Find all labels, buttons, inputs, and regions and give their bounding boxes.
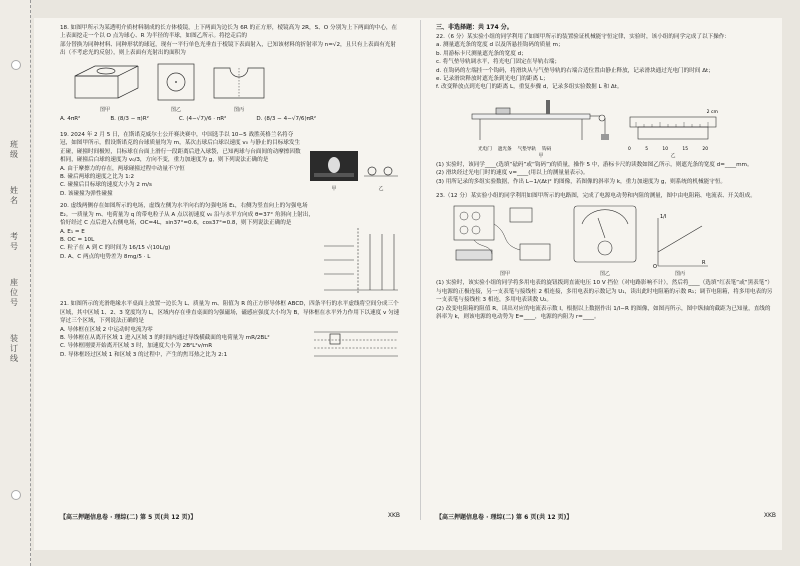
q22-figures bbox=[466, 96, 776, 159]
vernier-caliper bbox=[628, 115, 718, 143]
q18-stem-2: 部分替换为同种材料、同种形状的球冠，现有一平行单色光垂直于棱镜下表面射入，已知该材料的折射率为 n=√2，且只有上表面有光射出（不考虑光的反射），则上表面有光射出的面积为 bbox=[60, 41, 396, 57]
q23-stem: 23.（12 分）某实验小组的同学利用如图甲所示的电路图，完成了电源电动势和内阻的测量，图中由电阻箱、电流表、开关组成。 bbox=[436, 193, 756, 200]
binding-label: 班级 bbox=[9, 140, 19, 160]
option: D. A、C 两点的电势差为 8mg/5 · L bbox=[60, 253, 151, 260]
q21-stem: 21. 如图所示的光滑绝缘水平桌面上放置一边长为 L、质量为 m、阻值为 R 的正方形导体框 ABCD，四条平行的水平虚线将空间分成三个区域，其中区域 1、2、3 宽度均为 L，区域内存在垂直桌面的匀强磁场，磁感应强度大小均为 B，导体框在水平外力作用下以速度 v 匀速穿过三个区域，下列说法正确的是 bbox=[60, 301, 400, 325]
option: B. 导体框在从离开区域 1 进入区域 3 的时间内通过导线横截面的电荷量为 mR/2BL² bbox=[60, 334, 270, 341]
binding-label: 考号 bbox=[9, 232, 19, 252]
q22-step: a. 测量遮光条的宽度 d 以及所悬挂钩码的质量 m； bbox=[436, 42, 564, 49]
option: D. 导体框经过区域 1 和区域 3 的过程中，产生的焦耳热之比为 2:1 bbox=[60, 351, 228, 358]
q18-fig-caption-a: 图甲 bbox=[99, 106, 110, 113]
graph-x-label: R bbox=[702, 260, 706, 267]
q22-fig-caption-a: 甲 bbox=[538, 152, 544, 159]
cross-section-diagram bbox=[212, 62, 266, 102]
left-footer bbox=[60, 512, 400, 521]
q19-fig-caption-b: 乙 bbox=[378, 186, 384, 193]
air-track-diagram bbox=[466, 96, 616, 142]
option: C. 导体框刚要开始离开区域 3 时，加速度大小为 2B²L²v/mR bbox=[60, 343, 213, 350]
snooker-photo bbox=[310, 151, 358, 181]
option: C. 碰撞后目标球的速度大小为 2 m/s bbox=[60, 182, 152, 189]
option: A. E₁ = E bbox=[60, 228, 85, 235]
graph-origin: O bbox=[653, 264, 657, 271]
option: B. (8/3 − π)R² bbox=[110, 115, 149, 122]
ruler-tick: 10 bbox=[662, 146, 668, 152]
q19-stem: 19. 2024 年 2 月 5 日，在斯诺克威尔士公开赛决赛中，中国选手以 10−5 战胜英格兰名将夺冠，如图甲所示，假设斯诺克的台球质量均为 m，某次击球后白球以速度 v₀ 与静止的目标球发生正碰，碰撞时间极短，目标球在台面上滑行一段距离后进入球袋，已知两球与台面间的动摩擦因数相同，碰撞后白球的速度为 v₀/3，方向不变，重力加速度为 g，则下列说法正确的是 bbox=[60, 132, 301, 164]
ruler-tick: 15 bbox=[682, 146, 688, 152]
q23-question: (2) 改变电阻箱的阻值 R，读出对应的电流表示数 I，根据以上数据作出 1/I−R 的图像，如图丙所示，图中纵轴的截距为已知量，直线的斜率为 k，则该电源的电动势为 E=____，电源的内阻为 r=____。 bbox=[436, 305, 771, 321]
binding-label: 装订线 bbox=[9, 334, 19, 364]
q18-figures bbox=[70, 62, 400, 113]
question-21 bbox=[60, 300, 400, 359]
q22-step: c. 将气垫导轨调水平，将光电门固定在导轨右端； bbox=[436, 59, 561, 66]
option: B. OC = 10L bbox=[60, 236, 95, 243]
page-number-6: 【高三押题信息卷 · 理综(二) 第 6 页(共 12 页)】 bbox=[436, 514, 573, 521]
q22-question: (3) 用所记录的多组实验数据，作出 L−1/(Δt)² 的图像，若图像的斜率为 k，重力加速度为 g，则系统的机械能守恒。 bbox=[436, 178, 727, 185]
collision-diagram bbox=[364, 161, 398, 181]
section-heading: 三、非选择题：共 174 分。 bbox=[436, 24, 513, 31]
q18-figure-c bbox=[212, 62, 266, 113]
ruler-tick: 20 bbox=[702, 146, 708, 152]
magnetic-regions-diagram bbox=[310, 326, 400, 360]
right-column bbox=[436, 22, 776, 322]
question-19 bbox=[60, 131, 400, 198]
binding-hole bbox=[11, 60, 21, 70]
binding-margin bbox=[0, 0, 31, 566]
q22-step: d. 在钩码的左端挂一个钩码，将滑块从与气垫导轨的右端合适位置由静止释放，记录滑块通过光电门的时间 Δt； bbox=[436, 67, 714, 74]
footer-code: XKB bbox=[387, 512, 400, 519]
question-20 bbox=[60, 202, 400, 296]
circuit-photo bbox=[450, 204, 560, 266]
question-23 bbox=[436, 192, 776, 321]
option: A. 由于摩擦力的存在，两球碰撞过程中动量不守恒 bbox=[60, 165, 185, 172]
q22-question: (2) 滑块经过光电门时的速度 v=____(用以上的测量量表示)。 bbox=[436, 170, 589, 177]
q22-step: e. 记录滑块释放时遮光条到光电门的距离 L； bbox=[436, 76, 549, 83]
ruler-tick: 5 bbox=[645, 146, 648, 152]
option: A. 4πR² bbox=[60, 115, 81, 122]
q18-options bbox=[60, 115, 400, 123]
column-divider bbox=[420, 20, 421, 520]
binding-label: 姓名 bbox=[9, 186, 19, 206]
prism-diagram bbox=[70, 62, 140, 102]
binding-label: 座位号 bbox=[9, 278, 19, 308]
q23-fig-caption-c: 图丙 bbox=[674, 271, 685, 278]
binding-labels bbox=[5, 140, 23, 364]
option: C. 粒子在 A 到 C 的时间为 16/15 √(10L/g) bbox=[60, 245, 171, 252]
ruler-unit: 2 cm bbox=[706, 109, 718, 115]
q19-fig-caption-a: 甲 bbox=[331, 186, 337, 193]
q18-figure-b bbox=[156, 62, 196, 113]
page-number-5: 【高三押题信息卷 · 理综(二) 第 5 页(共 12 页)】 bbox=[60, 514, 197, 521]
option: C. (4−√7)/6 · πR² bbox=[178, 115, 227, 122]
q23-fig-caption-a: 图甲 bbox=[499, 271, 510, 278]
q23-question: (1) 实验时，该实验小组的同学将多用电表的旋钮拨到直流电压 10 V 挡位（对电路影响不计），然后将____（选填“红表笔”或“黑表笔”）与电源的正极连接，另一支表笔与接线柱 2 相连接，多用电表的示数记为 U₁，读出此时电阻箱的示数 R₁；调节电阻箱，将多用电表的另一支表笔与接线柱 3 相连，多用电表读数 U₂。 bbox=[436, 280, 773, 304]
field-diagram bbox=[320, 226, 400, 296]
q20-stem: 20. 虚线两侧存在如图所示的电场，虚线左侧为水平向右的匀强电场 E₁，右侧为竖直向上的匀强电场 E₂。一质量为 m、电荷量为 q 的带电粒子从 A 点以初速度 v₀ 沿与水平方向成 θ=37° 角斜向上射出，恰好经过 C 点后进入右侧电场，OC=4L，sin37°=0.6，cos37°=0.8，则下列说法正确的是 bbox=[60, 203, 314, 227]
q18-fig-caption-b: 图乙 bbox=[170, 106, 181, 113]
option: A. 导体框在区域 2 中运动时电流为零 bbox=[60, 326, 153, 333]
ruler-tick: 0 bbox=[628, 146, 631, 152]
option: B. 碰后两球的速度之比为 1:2 bbox=[60, 174, 135, 181]
q19-figures bbox=[310, 131, 400, 198]
question-22 bbox=[436, 33, 776, 186]
multimeter-diagram bbox=[570, 204, 640, 266]
option: D. (8/3 − 4−√7/6)πR² bbox=[256, 115, 317, 122]
q23-figures bbox=[450, 204, 776, 277]
option: D. 该碰撞为弹性碰撞 bbox=[60, 190, 113, 197]
inverse-current-graph bbox=[650, 214, 710, 270]
top-view-diagram bbox=[156, 62, 196, 102]
question-18 bbox=[60, 24, 400, 123]
q18-fig-caption-c: 图丙 bbox=[233, 106, 244, 113]
graph-y-label: 1/I bbox=[660, 214, 667, 221]
q22-stem: 22.（6 分）某实验小组的同学利用了如图甲所示的装置验证机械能守恒定律，实验时，该小组的同学完成了以下操作： bbox=[436, 34, 730, 40]
fig-label: 钩码 bbox=[541, 146, 552, 152]
q23-fig-caption-b: 图乙 bbox=[599, 271, 610, 278]
q22-question: (1) 实验时，该同学____(选填“砝码”或“钩码”)的质量，操作 5 中，游标卡尺的读数如图乙所示，则遮光条的宽度 d=____mm。 bbox=[436, 161, 753, 168]
q22-fig-caption-b: 乙 bbox=[670, 152, 676, 159]
fig-label: 气垫导轨 bbox=[517, 146, 536, 152]
left-column bbox=[60, 22, 400, 360]
q18-stem: 18. 如图甲所示为某透明介质材料制成的长方体棱镜，上下两面为边长为 6R 的正方形，棱镜高为 2R，S、O 分别为上下两面的中心，在上表面挖走一个以 O 点为球心、R 为半径的半球，如图乙所示。将挖走后的 bbox=[60, 25, 398, 40]
fig-label: 光电门 bbox=[478, 146, 492, 152]
q18-figure-a bbox=[70, 62, 140, 113]
q22-step: f. 改变释放点到光电门的距离 L，重复步骤 d，记录多组实验数据 L 和 Δt。 bbox=[436, 84, 623, 91]
fig-label: 遮光条 bbox=[497, 146, 512, 152]
right-footer bbox=[436, 512, 776, 521]
binding-hole bbox=[11, 490, 21, 500]
footer-code: XKB bbox=[763, 512, 776, 519]
q22-step: b. 用游标卡尺测量遮光条的宽度 d； bbox=[436, 50, 527, 57]
q23-graph bbox=[650, 214, 710, 270]
